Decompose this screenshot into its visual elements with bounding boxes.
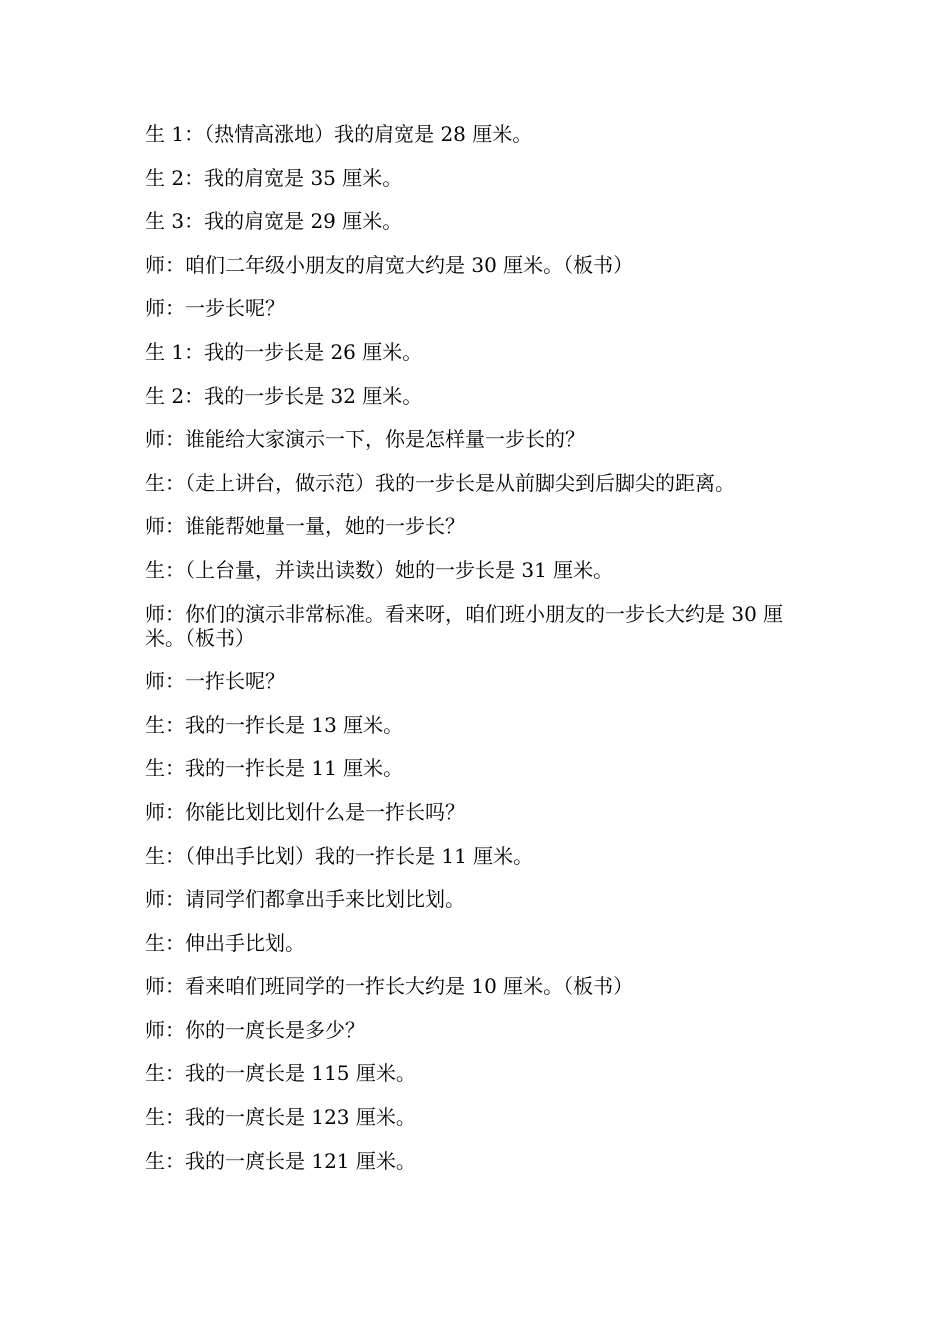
- dialogue-line: 师：谁能给大家演示一下，你是怎样量一步长的？: [145, 427, 585, 452]
- dialogue-line: 师：看来咱们班同学的一拃长大约是 10 厘米。（板书）: [145, 974, 634, 999]
- dialogue-line: 师：一拃长呢？: [145, 669, 285, 694]
- dialogue-line: 师：你的一庹长是多少？: [145, 1017, 365, 1042]
- dialogue-line: 生 1：我的一步长是 26 厘米。: [145, 339, 423, 364]
- dialogue-line: 师：你们的演示非常标准。看来呀，咱们班小朋友的一步长大约是 30 厘米。（板书）: [145, 601, 784, 650]
- dialogue-line: 生：我的一庹长是 115 厘米。: [145, 1061, 416, 1086]
- document-body: [145, 122, 810, 1192]
- dialogue-line: 师：谁能帮她量一量，她的一步长？: [145, 514, 465, 539]
- dialogue-line: 师：你能比划比划什么是一拃长吗？: [145, 799, 465, 824]
- dialogue-line: 师：一步长呢？: [145, 296, 285, 321]
- dialogue-line: 生：（走上讲台，做示范）我的一步长是从前脚尖到后脚尖的距离。: [145, 470, 735, 495]
- dialogue-line: 生：我的一庹长是 123 厘米。: [145, 1105, 416, 1130]
- dialogue-line: 生 2：我的肩宽是 35 厘米。: [145, 165, 403, 190]
- dialogue-line: 生 1：（热情高涨地）我的肩宽是 28 厘米。: [145, 122, 533, 146]
- dialogue-line: 生：我的一庹长是 121 厘米。: [145, 1148, 416, 1173]
- dialogue-line: 生 3：我的肩宽是 29 厘米。: [145, 209, 403, 234]
- dialogue-line: 生 2：我的一步长是 32 厘米。: [145, 383, 423, 408]
- dialogue-line: 生：（上台量，并读出读数）她的一步长是 31 厘米。: [145, 557, 614, 582]
- dialogue-line: 生：（伸出手比划）我的一拃长是 11 厘米。: [145, 843, 534, 868]
- dialogue-line: 生：伸出手比划。: [145, 930, 305, 955]
- dialogue-line: 师：咱们二年级小朋友的肩宽大约是 30 厘米。（板书）: [145, 252, 634, 277]
- dialogue-line: 生：我的一拃长是 11 厘米。: [145, 756, 404, 781]
- dialogue-line: 生：我的一拃长是 13 厘米。: [145, 712, 404, 737]
- dialogue-line: 师：请同学们都拿出手来比划比划。: [145, 887, 465, 912]
